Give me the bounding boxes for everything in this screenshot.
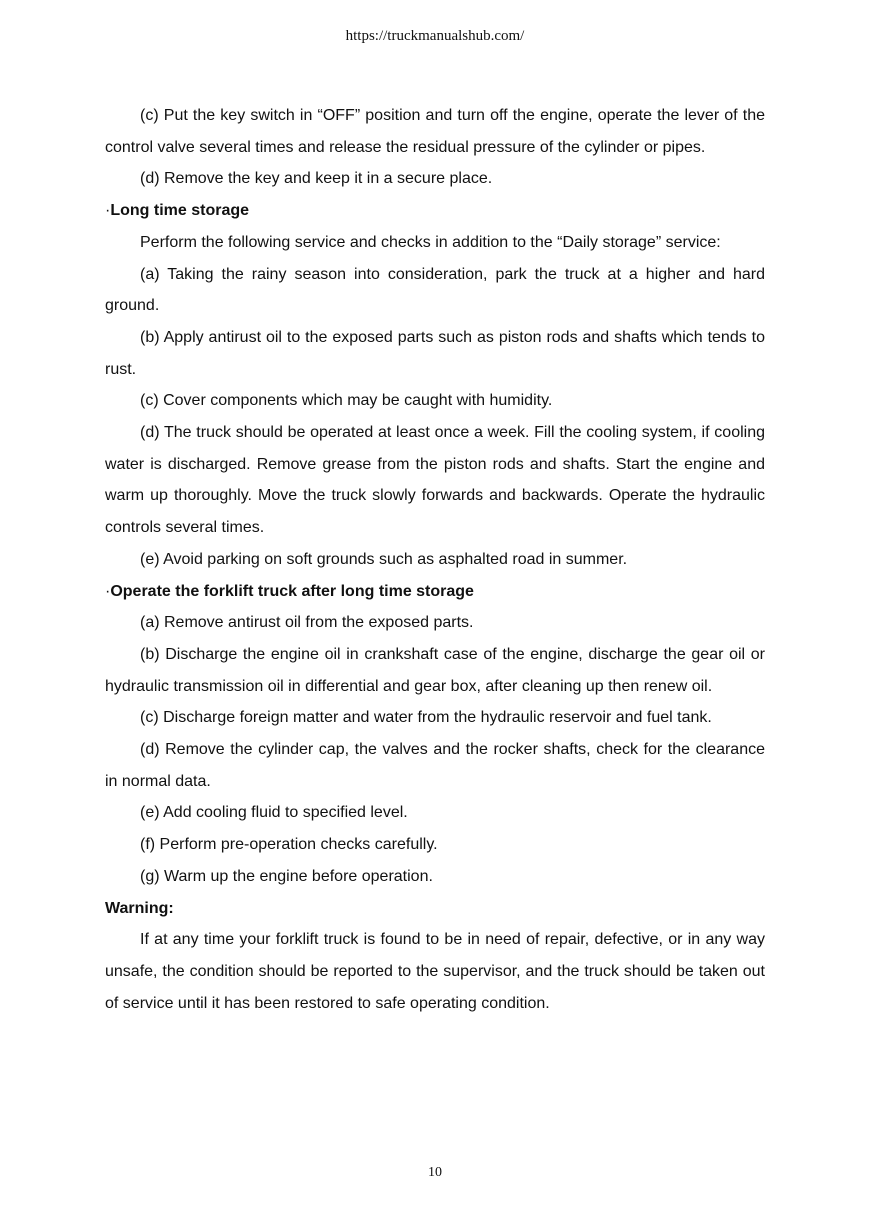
heading-bullet: · (105, 202, 111, 220)
heading-long-time-storage (105, 195, 765, 227)
page-number: 10 (428, 1165, 442, 1180)
paragraph-pre-operation-checks: (f) Perform pre-operation checks carefully. (140, 836, 438, 854)
paragraph-rainy-season: (a) Taking the rainy season into consideration, park the truck at a higher and hard ground. (105, 265, 765, 315)
paragraph-remove-antirust: (a) Remove antirust oil from the exposed parts. (140, 614, 474, 632)
heading-after-long-storage-text: Operate the forklift truck after long time storage (110, 582, 474, 600)
heading-after-long-storage (105, 576, 765, 608)
paragraph-operate-weekly: (d) The truck should be operated at least once a week. Fill the cooling system, if cooling water is discharged. Remove grease from the piston rods and shafts. Start the engine and warm up thoroughly. Move the truck slowly forwards and backwards. Operate the hydraulic controls several times. (105, 424, 765, 537)
paragraph-key-switch-off: (c) Put the key switch in “OFF” position and turn off the engine, operate the lever of the control valve several times and release the residual pressure of the cylinder or pipes. (105, 107, 765, 156)
heading-bullet: · (105, 582, 111, 600)
paragraph-antirust-oil: (b) Apply antirust oil to the exposed parts such as piston rods and shafts which tends to rust. (105, 328, 765, 378)
paragraph-discharge-foreign-matter: (c) Discharge foreign matter and water from the hydraulic reservoir and fuel tank. (140, 709, 712, 727)
paragraph-remove-cylinder-cap: (d) Remove the cylinder cap, the valves and the rocker shafts, check for the clearance in normal data. (105, 741, 765, 790)
document-body (105, 100, 765, 1019)
paragraph-discharge-oil: (b) Discharge the engine oil in crankshaft case of the engine, discharge the gear oil or hydraulic transmission oil in differential and gear box, after cleaning up then renew oil. (105, 645, 765, 695)
heading-warning: Warning: (105, 899, 174, 917)
paragraph-remove-key: (d) Remove the key and keep it in a secure place. (140, 170, 493, 188)
paragraph-cover-components: (c) Cover components which may be caught with humidity. (140, 392, 553, 410)
paragraph-add-cooling-fluid: (e) Add cooling fluid to specified level. (140, 804, 408, 822)
heading-long-time-storage-text: Long time storage (110, 202, 250, 220)
paragraph-avoid-soft-ground: (e) Avoid parking on soft grounds such as asphalted road in summer. (140, 550, 628, 568)
header-url: https://truckmanualshub.com/ (345, 28, 525, 44)
paragraph-warning-text: If at any time your forklift truck is found to be in need of repair, defective, or in any way unsafe, the condition should be reported to the supervisor, and the truck should be taken out of service until it has been restored to safe operating condition. (105, 931, 765, 1012)
paragraph-warm-up-engine: (g) Warm up the engine before operation. (140, 867, 433, 885)
paragraph-perform-service: Perform the following service and checks in addition to the “Daily storage” service: (140, 233, 721, 251)
